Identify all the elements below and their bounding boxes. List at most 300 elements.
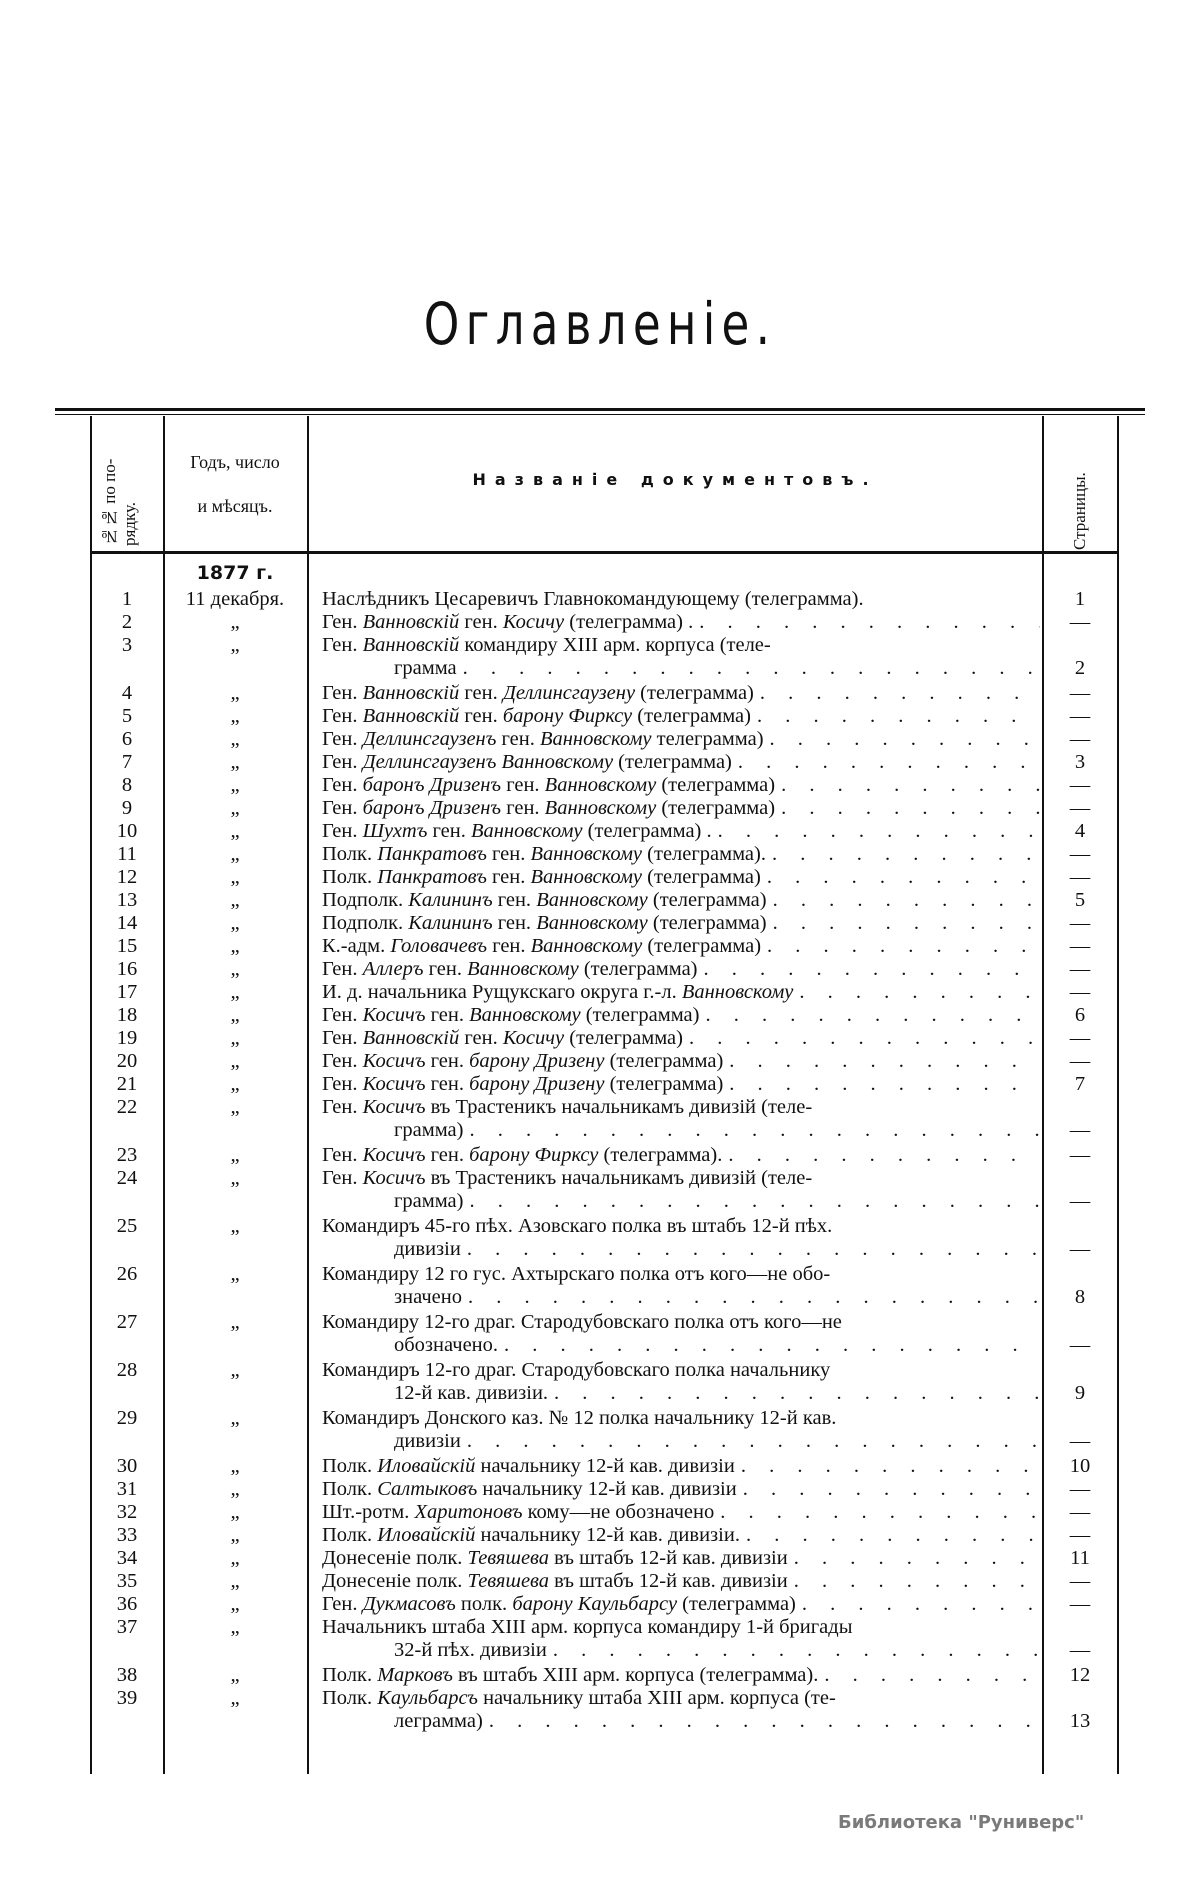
document-title-line xyxy=(322,705,1040,728)
row-number: 13 xyxy=(116,889,138,911)
dot-leader xyxy=(547,1639,1040,1662)
row-date: „ xyxy=(230,611,240,633)
dot-leader xyxy=(699,1004,1040,1027)
row-number: 29 xyxy=(116,1407,138,1429)
row-document-title xyxy=(322,1004,1040,1027)
row-document-title xyxy=(322,1455,1040,1478)
document-title-line xyxy=(322,1050,1040,1073)
document-title-text: грамма) xyxy=(394,1119,464,1141)
row-page-number: 8 xyxy=(1074,1286,1086,1308)
person-name: Шухтъ xyxy=(362,820,428,842)
document-title-text: 12-й кав. дивизіи. xyxy=(394,1382,549,1404)
document-title-line xyxy=(322,774,1040,797)
person-name: Ванновскій xyxy=(362,634,460,656)
row-page-number: — xyxy=(1069,1430,1091,1452)
row-document-title xyxy=(322,889,1040,912)
document-title-text: Ген. баронъ Дризенъ ген. Ванновскому (телеграмма) xyxy=(322,774,776,796)
person-name: Деллинсгаузену xyxy=(502,682,636,704)
dot-leader xyxy=(751,705,1040,728)
document-title-text: Полк. Салтыковъ начальнику 12-й кав. дивизіи xyxy=(322,1478,737,1500)
document-title-text: Ген. Деллинсгаузенъ ген. Ванновскому телеграмма) xyxy=(322,728,764,750)
dot-leader xyxy=(723,1073,1040,1096)
row-page-number: 2 xyxy=(1074,657,1086,679)
row-date: „ xyxy=(230,634,240,656)
document-title-text: Начальникъ штаба XIII арм. корпуса командиру 1-й бригады xyxy=(322,1616,853,1638)
document-title-line xyxy=(322,1455,1040,1478)
document-title-line xyxy=(322,1616,1040,1639)
row-number: 19 xyxy=(116,1027,138,1049)
row-date: „ xyxy=(230,797,240,819)
document-title-text: Полк. Иловайскій начальнику 12-й кав. дивизіи. xyxy=(322,1524,740,1546)
document-title-line xyxy=(322,1167,1040,1190)
document-title-text: грамма) xyxy=(394,1190,464,1212)
dot-leader xyxy=(483,1710,1040,1733)
person-name: баронъ Дризенъ xyxy=(362,774,502,796)
row-page-number: 6 xyxy=(1074,1004,1086,1026)
row-number: 17 xyxy=(116,981,138,1003)
document-title-line xyxy=(322,1407,1040,1430)
row-page-number: — xyxy=(1069,1050,1091,1072)
row-number: 2 xyxy=(121,611,133,633)
row-number: 8 xyxy=(121,774,133,796)
person-name: Деллинсгаузенъ Ванновскому xyxy=(362,751,614,773)
document-title-line xyxy=(322,1190,1040,1213)
person-name: Косичу xyxy=(502,611,565,633)
row-document-title xyxy=(322,1096,1040,1142)
document-title-text: дивизіи xyxy=(394,1238,461,1260)
row-number: 34 xyxy=(116,1547,138,1569)
person-name: Ванновскому xyxy=(469,1004,581,1026)
row-date: „ xyxy=(230,1004,240,1026)
document-title-text: Донесеніе полк. Тевяшева въ штабъ 12-й кав. дивизіи xyxy=(322,1570,788,1592)
document-title-text: Шт.-ротм. Харитоновъ кому—не обозначено xyxy=(322,1501,715,1523)
row-document-title xyxy=(322,682,1040,705)
row-number: 12 xyxy=(116,866,138,888)
row-date: „ xyxy=(230,912,240,934)
document-title-line xyxy=(322,1238,1040,1261)
document-title-text: Командиръ 12-го драг. Стародубовскаго полка начальнику xyxy=(322,1359,831,1381)
row-document-title xyxy=(322,797,1040,820)
header-date-line2: и мѣсяцъ. xyxy=(197,496,273,516)
document-title-line xyxy=(322,1215,1040,1238)
row-document-title xyxy=(322,1501,1040,1524)
document-title-line xyxy=(322,1004,1040,1027)
dot-leader xyxy=(461,1430,1040,1453)
dot-leader xyxy=(462,1286,1040,1309)
document-title-text: Ген. Ванновскій ген. Косичу (телеграмма) . xyxy=(322,611,694,633)
dot-leader xyxy=(775,774,1040,797)
document-title-text: Ген. Ванновскій ген. Косичу (телеграмма) xyxy=(322,1027,683,1049)
document-title-text: Ген. Аллеръ ген. Ванновскому (телеграмма) xyxy=(322,958,698,980)
row-number: 11 xyxy=(117,843,137,865)
document-title-line xyxy=(322,1478,1040,1501)
person-name: Калининъ xyxy=(408,912,493,934)
row-number: 6 xyxy=(121,728,133,750)
row-date: „ xyxy=(230,1593,240,1615)
document-title-line xyxy=(322,1639,1040,1662)
person-name: Деллинсгаузенъ xyxy=(362,728,497,750)
document-title-text: Командиръ Донского каз. № 12 полка начальнику 12-й кав. xyxy=(322,1407,837,1429)
row-date: „ xyxy=(230,1311,240,1333)
dot-leader xyxy=(461,1238,1040,1261)
dot-leader xyxy=(722,1144,1040,1167)
row-document-title xyxy=(322,1359,1040,1405)
row-number: 32 xyxy=(116,1501,138,1523)
dot-leader xyxy=(723,1050,1040,1073)
row-page-number: 1 xyxy=(1074,588,1086,610)
row-number: 5 xyxy=(121,705,133,727)
dot-leader xyxy=(712,820,1040,843)
row-date: „ xyxy=(230,1144,240,1166)
dot-leader xyxy=(740,1524,1040,1547)
person-name: барону Фирксу xyxy=(502,705,633,727)
row-date: „ xyxy=(230,1050,240,1072)
document-title-line xyxy=(322,1286,1040,1309)
header-date xyxy=(165,440,305,528)
row-date: „ xyxy=(230,1027,240,1049)
table-top-rule-thin xyxy=(55,414,1145,415)
row-page-number: — xyxy=(1069,1639,1091,1661)
row-document-title xyxy=(322,634,1040,680)
row-number: 9 xyxy=(121,797,133,819)
person-name: Ванновскому xyxy=(530,866,643,888)
row-document-title xyxy=(322,981,1040,1004)
table-header-rule xyxy=(92,551,1117,554)
row-date: „ xyxy=(230,1547,240,1569)
person-name: Ванновскому xyxy=(536,889,648,911)
document-title-line xyxy=(322,935,1040,958)
row-page-number: 4 xyxy=(1074,820,1086,842)
row-document-title xyxy=(322,1073,1040,1096)
document-title-text: Подполк. Калининъ ген. Ванновскому (телеграмма) xyxy=(322,889,767,911)
document-title-line xyxy=(322,634,1040,657)
row-page-number: — xyxy=(1069,1570,1091,1592)
document-title-line xyxy=(322,1096,1040,1119)
person-name: Салтыковъ xyxy=(377,1478,478,1500)
document-title-line xyxy=(322,1382,1040,1405)
document-title-line xyxy=(322,588,1040,611)
person-name: Ванновскому xyxy=(536,912,648,934)
dot-leader xyxy=(693,611,1040,634)
row-page-number: — xyxy=(1069,797,1091,819)
document-title-text: Ген. Косичъ ген. барону Дризену (телеграмма) xyxy=(322,1050,724,1072)
document-title-text: И. д. начальника Рущукскаго округа г.-л. Ванновскому xyxy=(322,981,794,1003)
row-number: 39 xyxy=(116,1687,138,1709)
row-page-number: 10 xyxy=(1069,1455,1091,1477)
dot-leader xyxy=(464,1119,1041,1142)
row-date: „ xyxy=(230,1407,240,1429)
person-name: Ванновскому xyxy=(681,981,794,1003)
document-title-text: Ген. Ванновскій командиру XIII арм. корпуса (теле- xyxy=(322,634,771,656)
document-title-text: Подполк. Калининъ ген. Ванновскому (телеграмма) xyxy=(322,912,767,934)
person-name: Ванновскому xyxy=(530,935,643,957)
document-title-line xyxy=(322,1570,1040,1593)
row-date: „ xyxy=(230,1167,240,1189)
row-date: „ xyxy=(230,1616,240,1638)
year-label: 1877 г. xyxy=(196,562,274,584)
row-page-number: — xyxy=(1069,958,1091,980)
document-title-line xyxy=(322,1524,1040,1547)
row-page-number: — xyxy=(1069,1238,1091,1260)
document-title-line xyxy=(322,820,1040,843)
row-page-number: 5 xyxy=(1074,889,1086,911)
row-document-title xyxy=(322,751,1040,774)
person-name: барону Дризену xyxy=(469,1073,605,1095)
row-number: 1 xyxy=(121,588,133,610)
row-document-title xyxy=(322,1050,1040,1073)
row-page-number: 13 xyxy=(1069,1710,1091,1732)
person-name: Косичъ xyxy=(362,1073,426,1095)
document-title-text: Командиру 12-го драг. Стародубовскаго полка отъ кого—не xyxy=(322,1311,842,1333)
row-date: „ xyxy=(230,981,240,1003)
row-date: „ xyxy=(230,1570,240,1592)
row-page-number: 12 xyxy=(1069,1664,1091,1686)
document-title-text: Ген. Ванновскій ген. барону Фирксу (телеграмма) xyxy=(322,705,751,727)
header-page: Страницы. xyxy=(1070,472,1089,550)
row-document-title xyxy=(322,958,1040,981)
dot-leader xyxy=(737,1478,1040,1501)
row-document-title xyxy=(322,1593,1040,1616)
document-title-text: обозначено. xyxy=(394,1334,499,1356)
row-document-title xyxy=(322,728,1040,751)
person-name: Тевяшева xyxy=(467,1547,550,1569)
document-title-line xyxy=(322,1430,1040,1453)
dot-leader xyxy=(714,1501,1040,1524)
row-document-title xyxy=(322,843,1040,866)
row-date: „ xyxy=(230,820,240,842)
document-title-text: 32-й пѣх. дивизіи xyxy=(394,1639,547,1661)
document-title-text: Ген. Шухтъ ген. Ванновскому (телеграмма) . xyxy=(322,820,712,842)
document-title-text: значено xyxy=(394,1286,462,1308)
row-page-number: — xyxy=(1069,981,1091,1003)
document-title-text: дивизіи xyxy=(394,1430,461,1452)
row-date: „ xyxy=(230,889,240,911)
row-document-title xyxy=(322,820,1040,843)
dot-leader xyxy=(735,1455,1040,1478)
dot-leader xyxy=(818,1664,1040,1687)
row-number: 26 xyxy=(116,1263,138,1285)
row-number: 33 xyxy=(116,1524,138,1546)
dot-leader xyxy=(767,889,1040,912)
person-name: Харитоновъ xyxy=(414,1501,523,1523)
document-title-line xyxy=(322,1119,1040,1142)
row-date: „ xyxy=(230,958,240,980)
document-title-line xyxy=(322,751,1040,774)
row-date: „ xyxy=(230,751,240,773)
document-title-text: Командиръ 45-го пѣх. Азовскаго полка въ штабъ 12-й пѣх. xyxy=(322,1215,833,1237)
document-title-line xyxy=(322,1263,1040,1286)
dot-leader xyxy=(796,1593,1040,1616)
document-title-text: Ген. Ванновскій ген. Деллинсгаузену (телеграмма) xyxy=(322,682,754,704)
person-name: Ванновскому xyxy=(530,843,643,865)
row-document-title xyxy=(322,1263,1040,1309)
row-number: 4 xyxy=(121,682,133,704)
dot-leader xyxy=(775,797,1040,820)
person-name: Косичу xyxy=(502,1027,565,1049)
row-document-title xyxy=(322,1311,1040,1357)
row-date: „ xyxy=(230,1359,240,1381)
header-number-line1: №№ по по- xyxy=(100,458,119,546)
document-title-line xyxy=(322,1501,1040,1524)
column-divider xyxy=(307,416,309,1774)
person-name: Ванновскому xyxy=(539,728,652,750)
header-number xyxy=(100,420,140,546)
row-page-number: — xyxy=(1069,866,1091,888)
row-document-title xyxy=(322,935,1040,958)
row-date: „ xyxy=(230,843,240,865)
document-title-line xyxy=(322,981,1040,1004)
person-name: Ванновскій xyxy=(362,1027,460,1049)
document-title-text: Ген. Косичъ въ Трастеникъ начальникамъ дивизій (теле- xyxy=(322,1167,813,1189)
row-document-title xyxy=(322,588,1040,611)
row-date: „ xyxy=(230,1664,240,1686)
row-number: 7 xyxy=(121,751,133,773)
document-title-line xyxy=(322,958,1040,981)
person-name: Калининъ xyxy=(408,889,493,911)
row-date: 11 декабря. xyxy=(185,588,285,610)
document-title-line xyxy=(322,1593,1040,1616)
row-number: 18 xyxy=(116,1004,138,1026)
row-document-title xyxy=(322,1524,1040,1547)
row-number: 27 xyxy=(116,1311,138,1333)
person-name: Панкратовъ xyxy=(377,866,487,888)
row-document-title xyxy=(322,1687,1040,1733)
document-title-line xyxy=(322,1359,1040,1382)
document-title-text: Ген. Косичъ ген. барону Фирксу (телеграмма). xyxy=(322,1144,723,1166)
document-title-line xyxy=(322,1664,1040,1687)
row-number: 22 xyxy=(116,1096,138,1118)
person-name: Иловайскій xyxy=(377,1524,476,1546)
row-page-number: — xyxy=(1069,728,1091,750)
person-name: барону Каульбарсу xyxy=(512,1593,678,1615)
row-page-number: — xyxy=(1069,1593,1091,1615)
row-date: „ xyxy=(230,682,240,704)
document-title-text: Ген. баронъ Дризенъ ген. Ванновскому (телеграмма) xyxy=(322,797,776,819)
row-number: 25 xyxy=(116,1215,138,1237)
row-number: 31 xyxy=(116,1478,138,1500)
dot-leader xyxy=(764,728,1040,751)
document-title-line xyxy=(322,611,1040,634)
row-page-number: 11 xyxy=(1070,1547,1090,1569)
row-number: 28 xyxy=(116,1359,138,1381)
dot-leader xyxy=(754,682,1040,705)
row-date: „ xyxy=(230,1524,240,1546)
row-page-number: — xyxy=(1069,1119,1091,1141)
row-date: „ xyxy=(230,1687,240,1709)
person-name: Косичъ xyxy=(362,1096,426,1118)
document-title-line xyxy=(322,866,1040,889)
row-date: „ xyxy=(230,1096,240,1118)
dot-leader xyxy=(761,935,1040,958)
row-page-number: — xyxy=(1069,1144,1091,1166)
person-name: Каульбарсъ xyxy=(377,1687,478,1709)
row-page-number: — xyxy=(1069,1334,1091,1356)
header-date-line1: Годъ, число xyxy=(190,452,280,472)
document-title-text: грамма xyxy=(394,657,457,679)
dot-leader xyxy=(761,866,1040,889)
row-page-number: — xyxy=(1069,1027,1091,1049)
document-title-line xyxy=(322,1144,1040,1167)
document-title-line xyxy=(322,1027,1040,1050)
dot-leader xyxy=(464,1190,1041,1213)
person-name: Ванновскій xyxy=(362,705,460,727)
row-document-title xyxy=(322,774,1040,797)
document-title-text: Командиру 12 го гус. Ахтырскаго полка отъ кого—не обо- xyxy=(322,1263,831,1285)
document-title-line xyxy=(322,797,1040,820)
document-title-text: Наслѣдникъ Цесаревичъ Главнокомандующему (телеграмма). xyxy=(322,588,864,610)
row-page-number: — xyxy=(1069,705,1091,727)
row-document-title xyxy=(322,1570,1040,1593)
person-name: Головачевъ xyxy=(390,935,488,957)
document-title-line xyxy=(322,1311,1040,1334)
document-title-line xyxy=(322,1334,1040,1357)
dot-leader xyxy=(788,1570,1040,1593)
dot-leader xyxy=(683,1027,1040,1050)
row-document-title xyxy=(322,1664,1040,1687)
document-title-text: Ген. Косичъ ген. Ванновскому (телеграмма) xyxy=(322,1004,700,1026)
row-page-number: — xyxy=(1069,682,1091,704)
person-name: Ванновскому xyxy=(544,774,657,796)
row-document-title xyxy=(322,1407,1040,1453)
person-name: Иловайскій xyxy=(377,1455,476,1477)
row-number: 16 xyxy=(116,958,138,980)
row-document-title xyxy=(322,1616,1040,1662)
row-date: „ xyxy=(230,1073,240,1095)
page-title: Оглавленіе. xyxy=(423,290,777,358)
row-page-number: — xyxy=(1069,1478,1091,1500)
person-name: Тевяшева xyxy=(467,1570,550,1592)
row-number: 30 xyxy=(116,1455,138,1477)
row-number: 24 xyxy=(116,1167,138,1189)
row-date: „ xyxy=(230,1263,240,1285)
person-name: Косичъ xyxy=(362,1144,426,1166)
row-number: 36 xyxy=(116,1593,138,1615)
row-page-number: — xyxy=(1069,843,1091,865)
row-date: „ xyxy=(230,1501,240,1523)
header-number-line2: рядку. xyxy=(120,501,139,546)
document-title-text: леграмма) xyxy=(394,1710,483,1732)
row-number: 14 xyxy=(116,912,138,934)
row-document-title xyxy=(322,1478,1040,1501)
person-name: Аллеръ xyxy=(362,958,424,980)
row-page-number: 7 xyxy=(1074,1073,1086,1095)
document-title-text: Полк. Панкратовъ ген. Ванновскому (телеграмма) xyxy=(322,866,761,888)
person-name: Ванновскій xyxy=(362,682,460,704)
document-title-text: Ген. Деллинсгаузенъ Ванновскому (телеграмма) xyxy=(322,751,732,773)
library-watermark: Библиотека "Руниверс" xyxy=(838,1812,1085,1833)
document-title-text: К.-адм. Головачевъ ген. Ванновскому (телеграмма) xyxy=(322,935,762,957)
row-page-number: — xyxy=(1069,1190,1091,1212)
row-document-title xyxy=(322,705,1040,728)
row-document-title xyxy=(322,1144,1040,1167)
dot-leader xyxy=(766,843,1040,866)
row-document-title xyxy=(322,866,1040,889)
document-title-line xyxy=(322,1710,1040,1733)
row-page-number: — xyxy=(1069,1501,1091,1523)
document-title-text: Донесеніе полк. Тевяшева въ штабъ 12-й кав. дивизіи xyxy=(322,1547,788,1569)
row-document-title xyxy=(322,1215,1040,1261)
person-name: Панкратовъ xyxy=(377,843,487,865)
column-divider xyxy=(1117,416,1119,1774)
document-title-line xyxy=(322,657,1040,680)
row-page-number: 3 xyxy=(1074,751,1086,773)
person-name: Марковъ xyxy=(377,1664,453,1686)
document-title-line xyxy=(322,843,1040,866)
document-title-line xyxy=(322,1687,1040,1710)
person-name: баронъ Дризенъ xyxy=(362,797,502,819)
document-title-line xyxy=(322,728,1040,751)
document-title-text: Полк. Марковъ въ штабъ XIII арм. корпуса (телеграмма). xyxy=(322,1664,819,1686)
